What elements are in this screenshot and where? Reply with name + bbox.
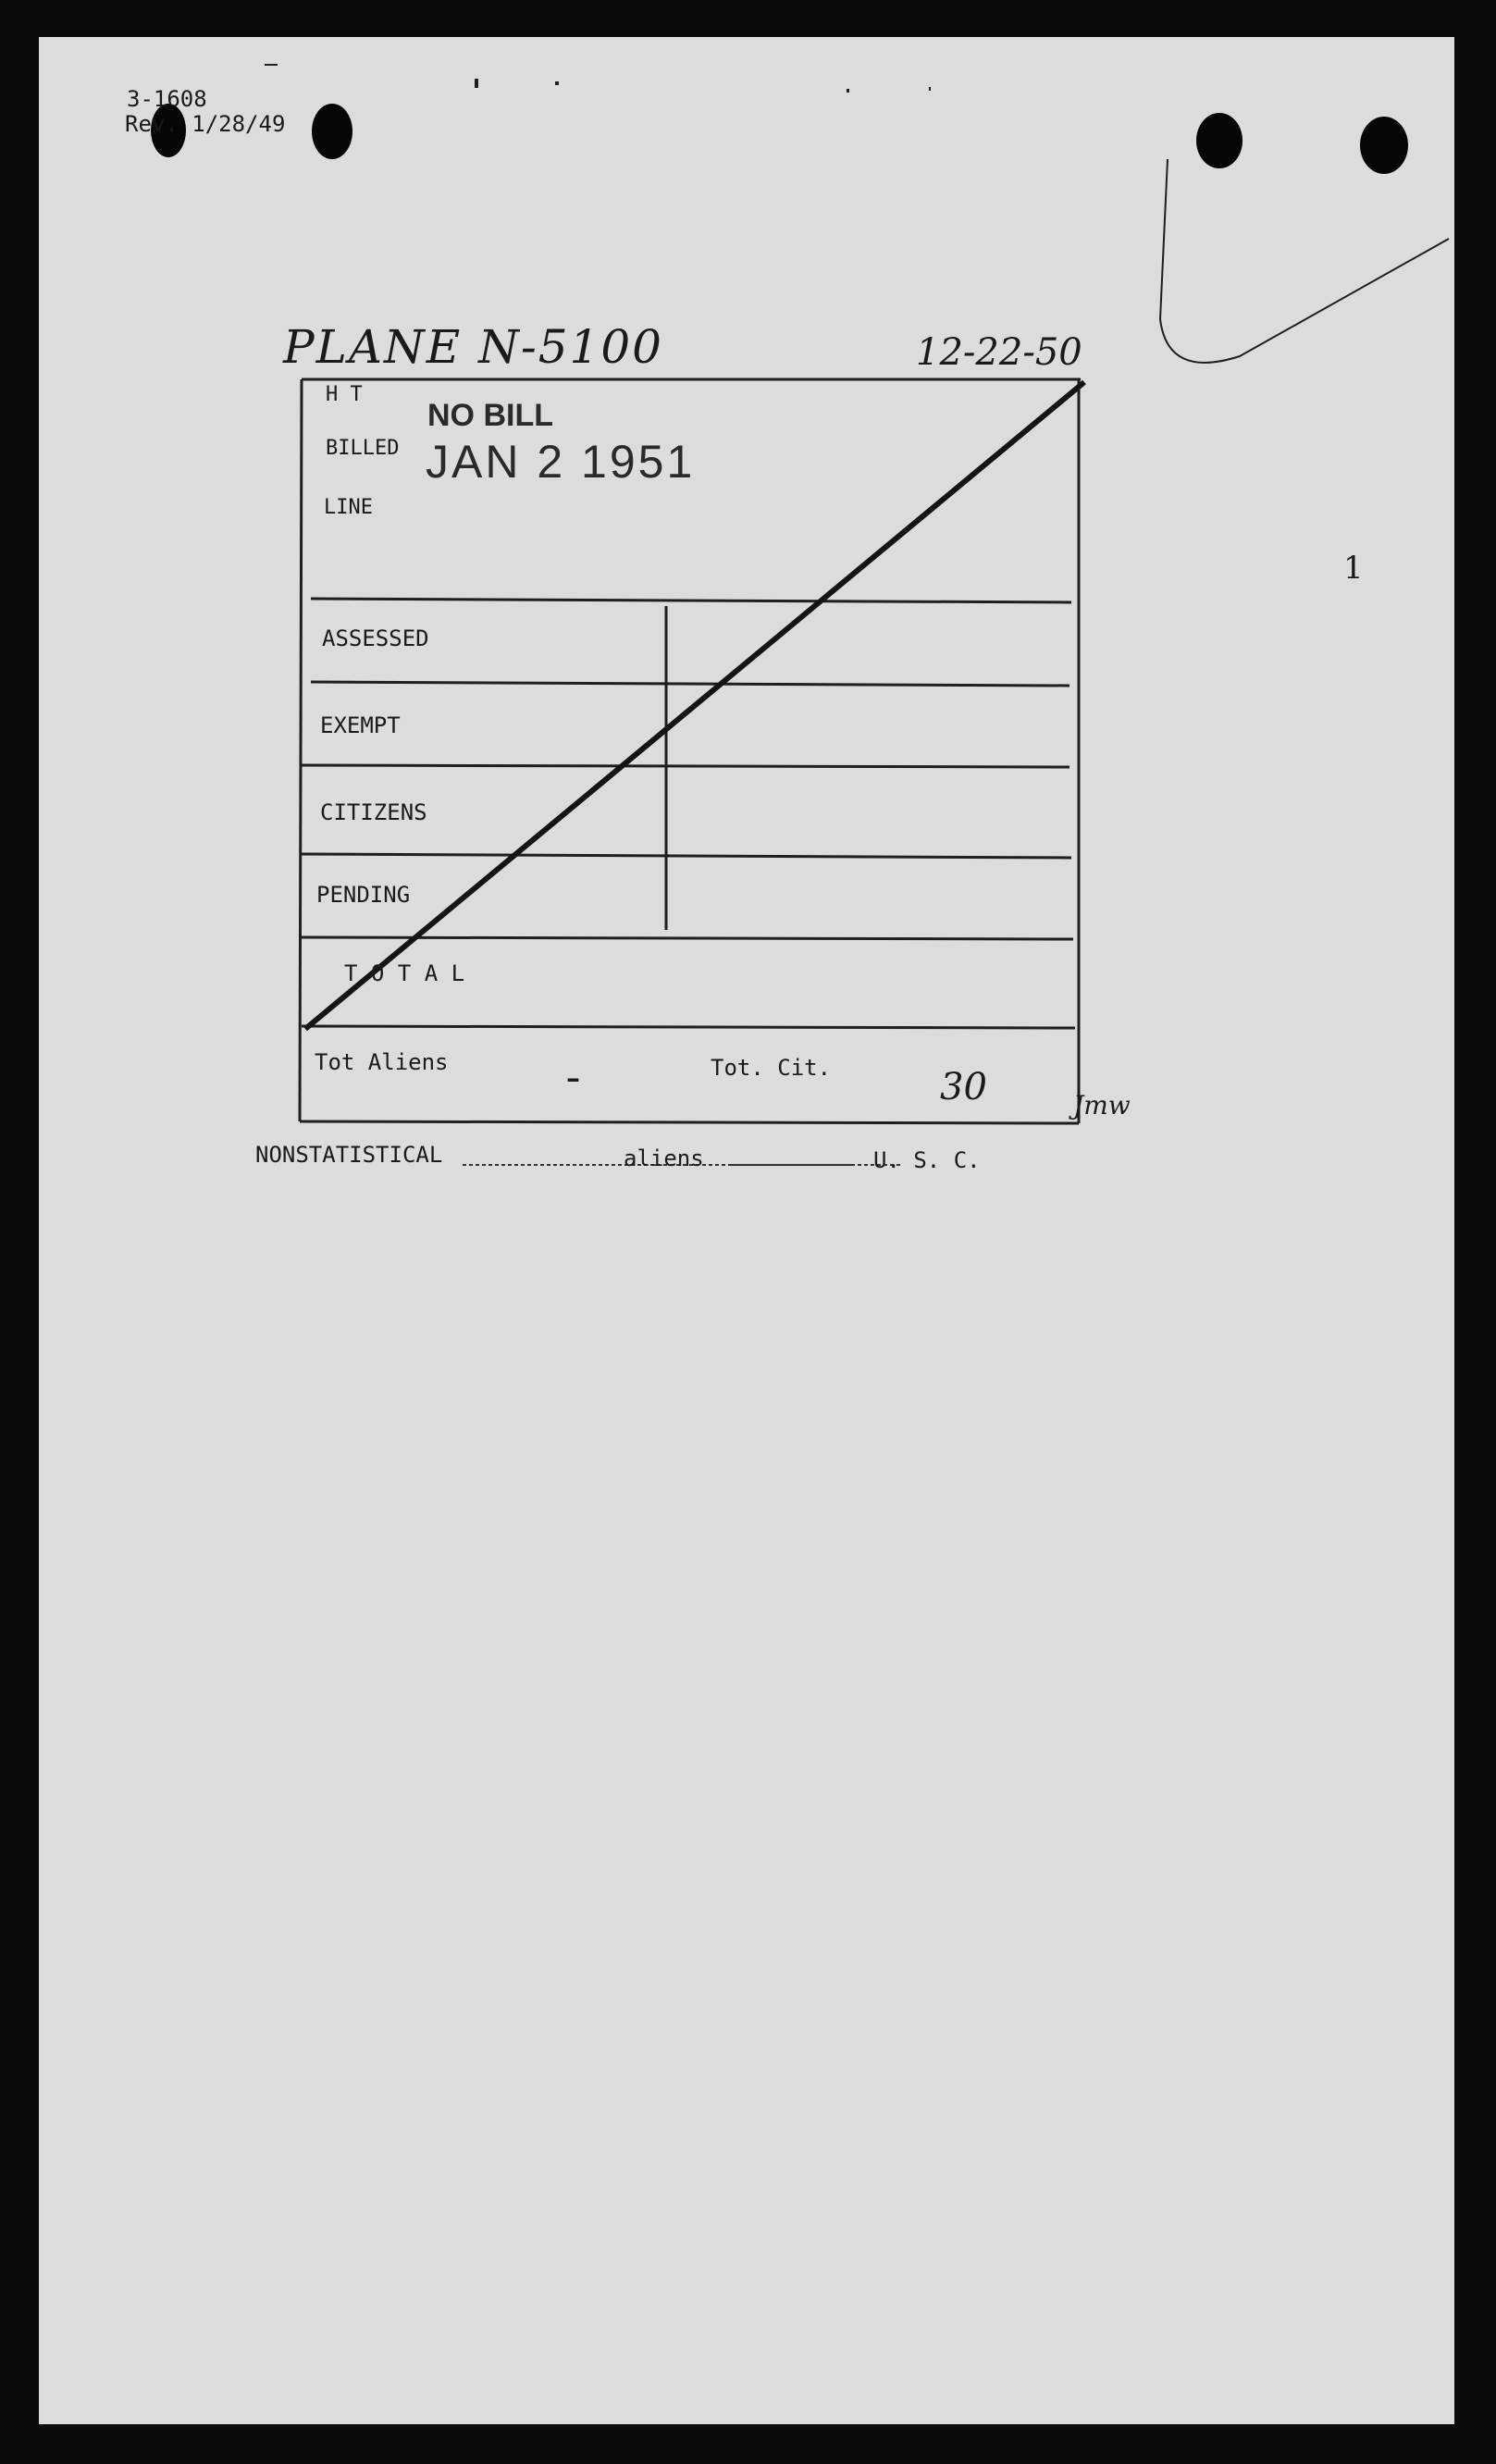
row-pending: PENDING (316, 882, 411, 908)
handwritten-initials: Jmw (1073, 1090, 1131, 1121)
usc-label: U. S. C. (873, 1147, 981, 1173)
tot-aliens-value: – (566, 1062, 580, 1095)
nonstatistical-label: NONSTATISTICAL (255, 1142, 443, 1168)
stamp-date: JAN 2 1951 (426, 436, 696, 488)
handwritten-date: 12-22-50 (916, 331, 1082, 374)
row-assessed: ASSESSED (322, 625, 429, 651)
label-ht: H T (326, 383, 363, 406)
form-revision: Rev. 1/28/49 (125, 111, 286, 137)
page-number: 1 (1343, 550, 1364, 587)
strike-through-line (305, 382, 1084, 1029)
aliens-label: aliens (624, 1145, 704, 1171)
row-exempt: EXEMPT (320, 712, 401, 738)
form-number: 3-1608 (127, 86, 207, 112)
handwritten-count: 30 (940, 1066, 987, 1108)
row-total: T O T A L (344, 960, 465, 986)
no-bill-stamp: NO BILL (427, 398, 553, 433)
tot-aliens-label: Tot Aliens (315, 1049, 449, 1075)
row-citizens: CITIZENS (320, 799, 427, 825)
label-billed: BILLED (326, 437, 400, 460)
plane-number: PLANE N-5100 (283, 320, 663, 374)
tot-cit-label: Tot. Cit. (711, 1055, 832, 1081)
label-line: LINE (324, 496, 373, 519)
